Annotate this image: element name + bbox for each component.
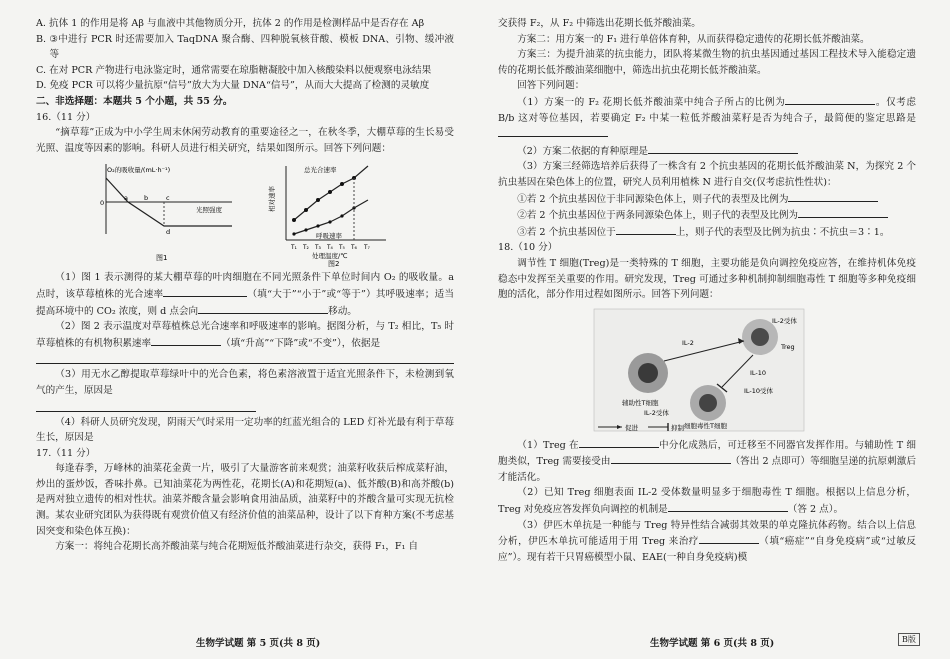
il2-label: IL-2 [682,338,694,347]
answer-blank[interactable] [699,533,759,544]
q16-part2 [36,319,454,351]
q18-figure [498,307,916,435]
fig1-origin: 0 [100,199,105,208]
q16-part1-c: 移动。 [328,305,357,317]
fig2-caption: 图2 [328,260,340,269]
answer-blank[interactable] [668,501,788,512]
fig2-markers [292,176,356,236]
option-a: A. 抗体 1 的作用是将 Aβ 与血液中其他物质分开，抗体 2 的作用是检测样品中是否存在 Aβ [36,18,425,29]
q17-plan2: 方案二：用方案一的 F₁ 进行单倍体育种，从而获得稳定遗传的花期长低芥酸油菜。 [517,33,870,45]
q17-plan3: 方案三：为提升油菜的抗虫能力，团队将某微生物的抗虫基因通过基因工程技术导入能稳定遗传的花期长低芥酸油菜细胞中，筛选出抗虫花期长低芥酸油菜。 [498,49,916,76]
q18-part1-c: （答出 2 点即可）等细胞呈递的抗原刺激后才能活化。 [498,456,916,483]
treg-cell-nucleus [751,328,769,346]
q18-intro: 调节性 T 细胞(Treg)是一类特殊的 T 细胞，主要功能是负向调控免疫应答，在维持机体免疫稳态中发挥至关重要的作用。研究发现，Treg 可通过多种机制抑制细胞毒性 T 细胞等多种免疫细胞的活化，部分作用过程如图所示。回答下列问题： [498,257,916,301]
option-b: B. ③中进行 PCR 时还需要加入 TaqDNA 聚合酶、四种脱氧核苷酸、模板 DNA、引物、缓冲液等 [36,33,454,61]
fig2-tick: T₆ [351,245,357,252]
q17-part1-a: （1）方案一的 F₂ 花期长低芥酸油菜中纯合子所占的比例为 [517,96,786,108]
answer-blank[interactable] [498,126,608,137]
il2-receptor-top-label: IL-2受体 [772,316,797,325]
answer-blank[interactable] [579,437,659,448]
q18-part2-a: （2）已知 Treg 细胞表面 IL-2 受体数量明显多于细胞毒性 T 细胞。根据以上信息分析，Treg 对免疫应答发挥负向调控的机制是 [498,487,916,516]
legend-promote: 促进 [625,423,638,432]
q18-part3 [498,518,916,566]
left-footer: 生物学试题 第 5 页(共 8 页) [196,638,321,649]
right-footer: 生物学试题 第 6 页(共 8 页) [650,638,775,649]
answer-line[interactable] [36,351,454,364]
q18-part1 [498,437,916,486]
q18-figure-svg [498,307,916,435]
q16-part3: （3）用无水乙醇提取草莓绿叶中的光合色素，将色素溶液置于适宜光照条件下，未检测到氧气的产生，原因是 [36,369,454,396]
q18-part3-b: （填“癌症”“自身免疫病”或“过敏反应”）。现有若干只胃癌模型小鼠、EAE(一种自身免疫病)模 [498,536,916,563]
q16-heading: 16.（11 分） [36,111,96,123]
il2-receptor-bottom-label: IL-2受体 [644,408,669,417]
fig2-tick: T₄ [327,245,333,252]
figure-1 [100,164,232,262]
fig1-ylabel: O₂的吸收量/(mL·h⁻¹) [107,166,171,175]
q18-part2-b: （答 2 点）。 [787,504,844,516]
fig1-point-c: c [166,194,170,203]
answer-blank[interactable] [648,143,798,154]
q16-figures-svg [36,160,454,268]
q16-part2-b: （填“升高”“下降”或“不变”），依据是 [221,337,381,349]
q18-part3-a: （3）伊匹木单抗是一种能与 Treg 特异性结合减弱其效果的单克隆抗体药物。结合以上信息分析，伊匹木单抗可能适用于用 Treg 来治疗 [498,519,916,548]
q16-figures [36,160,454,268]
answer-blank[interactable] [198,303,328,314]
answer-blank[interactable] [616,224,676,235]
fig2-tick: T₃ [315,245,321,252]
figure-2 [267,165,386,268]
section-heading: 二、非选择题：本题共 5 个小题，共 55 分。 [36,95,233,107]
fig2-ylabel: 相对速率 [268,186,276,213]
q17-ask: 回答下列问题： [517,80,585,92]
q17-case1 [498,191,916,208]
q16-part2-a: （2）图 2 表示温度对草莓植株总光合速率和呼吸速率的影响。据图分析，与 T₂ 相比，T₅ 时草莓植株的有机物积累速率 [36,321,454,349]
q16-part1-a: （1）图 1 表示测得的某大棚草莓的叶肉细胞在不同光照条件下单位时间内 O₂ 的吸收量。a 点时，该草莓植株的光合速率 [36,272,454,300]
q17-case1-text: ①若 2 个抗虫基因位于非同源染色体上，则子代的表型及比例为 [517,193,789,205]
cytotoxic-t-cell-nucleus [699,394,717,412]
right-page [498,16,916,565]
answer-line[interactable] [36,399,256,412]
fig1-caption: 图1 [156,254,168,263]
fig1-point-a: a [124,194,128,203]
q17-part2-text: （2）方案二依据的育种原理是 [517,145,649,157]
q18-part1-a: （1）Treg 在 [517,439,579,451]
q17-case3-a: ③若 2 个抗虫基因位于 [517,226,616,238]
answer-blank[interactable] [151,335,221,346]
helper-t-cell-nucleus [638,363,658,383]
fig1-xlabel: 光照强度 [196,206,222,215]
q17-case2-text: ②若 2 个抗虫基因位于两条同源染色体上，则子代的表型及比例为 [517,210,799,222]
version-badge: B版 [898,633,920,646]
left-page [36,16,454,555]
q17-part1-b: 。仅考虑 B/b 这对等位基因，若要确定 F₂ 中某一粒低芥酸油菜籽是否为纯合子，最简便的鉴定思路是 [498,96,916,124]
il10-receptor-label: IL-10受体 [744,386,774,395]
q17-part3: （3）方案三经筛选培养后获得了一株含有 2 个抗虫基因的花期长低芥酸油菜 N，为探究 2 个抗虫基因在染色体上的位置，研究人员利用植株 N 进行自交(仅考虑抗性性状)： [498,161,916,188]
q17-part1 [498,94,916,143]
q17-case2 [498,207,916,224]
q17-case3-b: 上，则子代的表型及比例为抗虫∶不抗虫＝3∶1。 [675,226,890,238]
q17-intro: 每逢春季，万峰林的油菜花金黄一片，吸引了大量游客前来观赏；油菜籽收获后榨成菜籽油，炒出的蛋炒饭，香味扑鼻。已知油菜花为两性花，花期长(A)和花期短(a)、低芥酸(B)和高芥酸(b)是两对独立遗传的相对性状。油菜芥酸含量会影响食用油品质，油菜籽中的芥酸含量可实现无抗检测。某农业研究团队为获得既有观赏价值又有经济价值的油菜品种，设计了以下育种方案(不考虑基因突变和染色体互换)： [36,463,455,537]
option-d: D. 免疫 PCR 可以将少量抗原“信号”放大为大量 DNA“信号”，从而大大提高了检测的灵敏度 [36,80,430,92]
q17-part2 [498,143,916,160]
il10-label: IL-10 [750,368,767,377]
fig2-ticks [290,245,371,251]
q17-plan1: 方案一：将纯合花期长高芥酸油菜与纯合花期短低芥酸油菜进行杂交，获得 F₁，F₁ 自 [55,541,419,553]
q17-heading: 17.（11 分） [36,447,96,459]
q18-part2 [498,485,916,517]
answer-blank[interactable] [611,453,731,464]
fig2-tick: T₁ [291,245,297,252]
answer-blank[interactable] [163,286,247,297]
legend-inhibit: 抑制 [671,423,684,432]
q16-part1 [36,270,454,319]
q16-part4: （4）科研人员研究发现，阴雨天气时采用一定功率的红蓝光组合的 LED 灯补光最有利于草莓生长，原因是 [36,416,454,444]
answer-blank[interactable] [798,207,888,218]
option-c: C. 在对 PCR 产物进行电泳鉴定时，通常需要在琼脂糖凝胶中加入核酸染料以便观察电泳结果 [36,64,432,76]
fig1-point-b: b [144,194,149,203]
q17-case3 [498,224,916,241]
treg-label: Treg [781,342,795,351]
q18-part1-b: 中分化成熟后，可迁移至不同器官发挥作用。与辅助性 T 细胞类似，Treg 需要接受由 [498,439,916,468]
q18-heading: 18.（10 分） [498,242,558,254]
q16-intro: “摘草莓”正成为中小学生周末休闲劳动教育的重要途径之一，在秋冬季，大棚草莓的生长易受光照、温度等因素的影响。科研人员进行相关研究，结果如图所示。回答下列问题： [36,127,454,154]
fig1-point-d: d [166,228,171,237]
q16-part1-b: （填“大于”“小于”或“等于”）其呼吸速率；适当提高环境中的 CO₂ 浓度，则 d 点会向 [36,288,454,317]
fig2-xlabel: 处理温度/℃ [312,252,348,261]
answer-blank[interactable] [785,94,875,105]
answer-blank[interactable] [788,191,878,202]
cytotoxic-t-cell-label: 细胞毒性T细胞 [684,421,727,430]
fig2-series1-label: 总光合速率 [304,166,337,175]
fig2-series2-label: 呼吸速率 [316,232,342,241]
helper-t-cell-label: 辅助性T细胞 [622,398,659,407]
fig2-tick: T₅ [339,245,345,252]
fig2-tick: T₂ [303,245,309,252]
fig2-tick: T₇ [364,245,370,252]
q17-continuation: 交获得 F₂，从 F₂ 中筛选出花期长低芥酸油菜。 [498,18,701,29]
